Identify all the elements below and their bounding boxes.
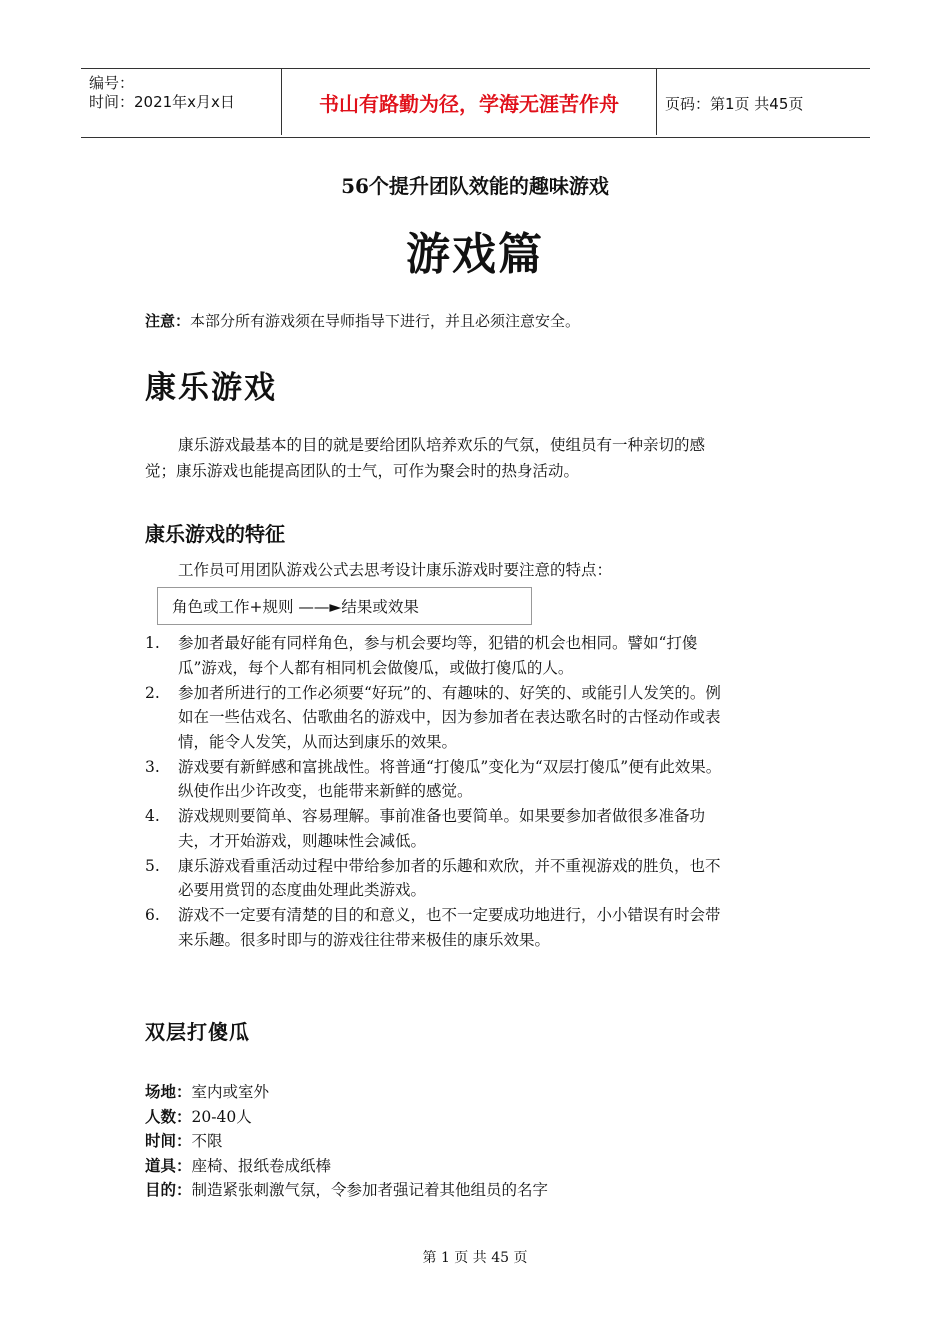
game-info <box>145 1080 548 1203</box>
header-left-cell <box>81 69 281 137</box>
list-item <box>145 804 735 853</box>
list-item <box>145 854 735 903</box>
list-item-text: 参加者所进行的工作必须要“好玩”的、有趣味的、好笑的、或能引人发笑的。例如在一些估戏名、估歌曲名的游戏中，因为参加者在表达歌名时的古怪动作或表情，能令人发笑，从而达到康乐的效果。 <box>178 683 721 751</box>
note-label: 注意： <box>145 312 191 330</box>
features-list <box>145 631 735 953</box>
info-label: 人数： <box>145 1106 192 1126</box>
features-title: 康乐游戏的特征 <box>145 522 285 546</box>
number-label: 编号： <box>89 74 135 92</box>
formula-text: 角色或工作+规则 ——►结果或效果 <box>172 598 419 616</box>
safety-note <box>145 310 580 331</box>
page-footer: 第 1 页 共 45 页 <box>422 1250 528 1266</box>
list-item-number: 6. <box>145 906 160 924</box>
info-row-venue <box>145 1080 548 1105</box>
info-row-props <box>145 1154 548 1179</box>
list-item-text: 游戏要有新鲜感和富挑战性。将普通“打傻瓜”变化为“双层打傻瓜”便有此效果。纵使作出少许改变，也能带来新鲜的感觉。 <box>178 757 722 800</box>
info-value: 不限 <box>191 1132 223 1150</box>
chapter-title: 游戏篇 <box>406 229 544 280</box>
time-label: 时间：2021年x月x日 <box>89 93 235 111</box>
list-item <box>145 755 735 804</box>
game-title: 双层打傻瓜 <box>145 1020 250 1044</box>
info-value: 座椅、报纸卷成纸棒 <box>191 1156 332 1175</box>
list-item-text: 游戏不一定要有清楚的目的和意义，也不一定要成功地进行，小小错误有时会带来乐趣。很多时即与的游戏往往带来极佳的康乐效果。 <box>178 906 721 949</box>
info-value: 制造紧张刺激气氛，令参加者强记着其他组员的名字 <box>191 1181 549 1199</box>
info-row-players <box>145 1105 548 1130</box>
list-item <box>145 681 735 755</box>
formula-lead: 工作员可用团队游戏公式去思考设计康乐游戏时要注意的特点： <box>178 561 613 579</box>
list-item-text: 游戏规则要简单、容易理解。事前准备也要简单。如果要参加者做很多准备功夫，才开始游戏，则趣味性会减低。 <box>178 807 706 850</box>
info-value: 20-40人 <box>191 1107 252 1126</box>
section-title: 康乐游戏 <box>145 370 277 406</box>
info-row-purpose <box>145 1178 548 1203</box>
list-item-text: 参加者最好能有同样角色，参与机会要均等，犯错的机会也相同。譬如“打傻瓜”游戏，每个人都有相同机会做傻瓜，或做打傻瓜的人。 <box>178 634 698 677</box>
list-item-number: 2. <box>145 683 160 702</box>
list-item <box>145 903 735 952</box>
header-table <box>81 68 870 138</box>
page-info: 页码：第1页 共45页 <box>665 94 804 113</box>
list-item-text: 康乐游戏看重活动过程中带给参加者的乐趣和欢欣，并不重视游戏的胜负，也不必要用赏罚的态度曲处理此类游戏。 <box>178 856 721 899</box>
list-item-number: 4. <box>145 807 160 825</box>
document-title: 56个提升团队效能的趣味游戏 <box>341 174 609 198</box>
info-value: 室内或室外 <box>191 1083 270 1101</box>
info-row-time <box>145 1129 548 1154</box>
info-label: 场地： <box>145 1082 192 1101</box>
list-item-number: 5. <box>145 856 160 875</box>
formula-box <box>157 587 532 625</box>
intro-paragraph: 康乐游戏最基本的目的就是要给团队培养欢乐的气氛，使组员有一种亲切的感觉；康乐游戏也能提高团队的士气，可作为聚会时的热身活动。 <box>145 436 706 480</box>
info-label: 时间： <box>145 1131 192 1150</box>
motto: 书山有路勤为径，学海无涯苦作舟 <box>281 69 657 135</box>
list-item-number: 1. <box>145 634 160 652</box>
info-label: 目的： <box>145 1180 192 1199</box>
list-item <box>145 631 735 680</box>
info-label: 道具： <box>145 1155 192 1175</box>
list-item-number: 3. <box>145 757 160 776</box>
note-text: 本部分所有游戏须在导师指导下进行，并且必须注意安全。 <box>190 312 581 330</box>
